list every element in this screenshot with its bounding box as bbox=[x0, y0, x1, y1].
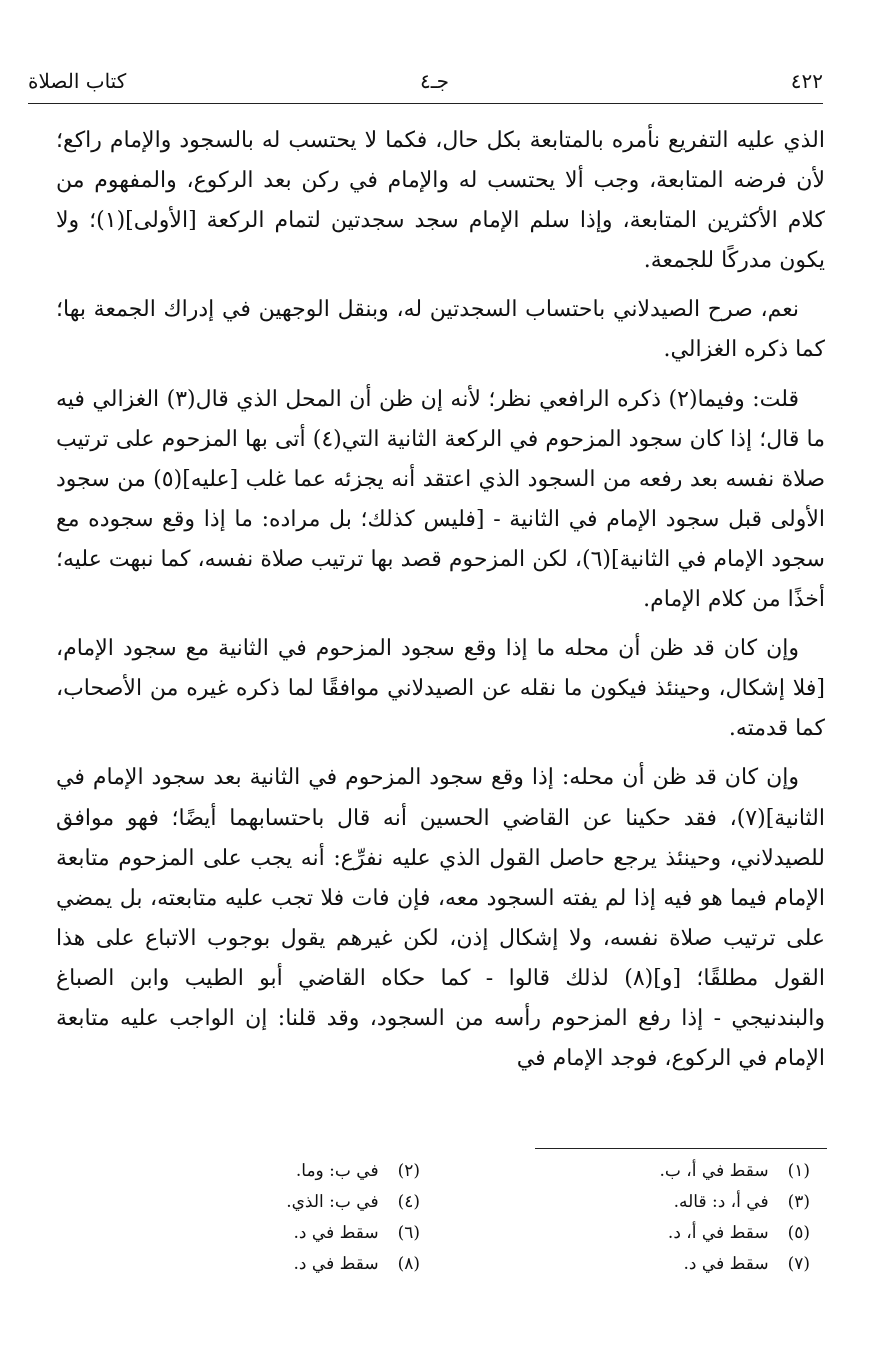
book-title: كتاب الصلاة bbox=[28, 69, 127, 93]
footnote-text: سقط في أ، د. bbox=[667, 1223, 769, 1243]
paragraph: وإن كان قد ظن أن محله: إذا وقع سجود المزحوم في الثانية بعد سجود الإمام في الثانية](٧)، فقد حكينا عن القاضي الحسين أنه قال باحتسابهما أيضًا؛ فهو موافق للصيدلاني، وحينئذ يرجع حاصل القول الذي عليه نفرِّع: أنه يجب على المزحوم متابعة الإمام فيما هو فيه إذا لم يفته السجود معه، فإن فات فلا تجب عليه متابعته، بل يمضي على ترتيب صلاة نفسه، ولا إشكال إذن، لكن غيرهم يقول بوجوب الاتباع على هذا القول مطلقًا؛ [و](٨) لذلك قالوا - كما حكاه القاضي أبو الطيب وابن الصباغ والبندنيجي - إذا رفع المزحوم رأسه من السجود، وقد قلنا: إن الواجب عليه متابعة الإمام في الركوع، فوجد الإمام في bbox=[56, 765, 826, 1072]
paragraph: نعم، صرح الصيدلاني باحتساب السجدتين له، وبنقل الوجهين في إدراك الجمعة بها؛ كما ذكره الغزالي. bbox=[56, 297, 825, 363]
footnote-text: سقط في أ، ب. bbox=[659, 1161, 769, 1181]
footnote-number: (٦) bbox=[397, 1223, 420, 1243]
footnote-text: في ب: وما. bbox=[295, 1161, 379, 1181]
footnote-number: (٧) bbox=[787, 1254, 810, 1274]
footnote-text: في أ، د: قاله. bbox=[673, 1192, 769, 1212]
footnote-number: (٣) bbox=[787, 1192, 810, 1212]
footnote-item bbox=[286, 1187, 420, 1218]
header-divider bbox=[28, 103, 823, 104]
footnote-text: سقط في د. bbox=[683, 1254, 769, 1274]
footnote-item bbox=[659, 1156, 810, 1187]
footnote-item bbox=[294, 1218, 420, 1249]
paragraph: الذي عليه التفريع نأمره بالمتابعة بكل حال، فكما لا يحتسب له بالسجود والإمام راكع؛ لأن فرضه المتابعة، وجب ألا يحتسب له والإمام في ركن بعد الركوع، والمفهوم من كلام الأكثرين المتابعة، وإذا سلم الإمام سجد سجدتين لتمام الركعة [الأولى](١)؛ ولا يكون مدركًا للجمعة. bbox=[56, 128, 825, 274]
footnote-text: سقط في د. bbox=[293, 1254, 379, 1274]
footnote-number: (٥) bbox=[787, 1223, 810, 1243]
footnote-divider bbox=[535, 1148, 827, 1149]
footnote-text: سقط في د. bbox=[293, 1223, 379, 1243]
paragraph: قلت: وفيما(٢) ذكره الرافعي نظر؛ لأنه إن ظن أن المحل الذي قال(٣) الغزالي فيه ما قال؛ إذا كان سجود المزحوم في الركعة الثانية التي(٤) أتى بها المزحوم على ترتيب صلاة نفسه بعد رفعه من السجود الذي اعتقد أنه يجزئه عما غلب [عليه](٥) من سجود الأولى قبل سجود الإمام في الثانية - [فليس كذلك؛ بل مراده: ما إذا وقع سجوده مع سجود الإمام في الثانية](٦)، لكن المزحوم قصد بها ترتيب صلاة نفسه، كما نبهت عليه؛ أخذًا من كلام الإمام. bbox=[56, 386, 825, 613]
page-number: ٤٢٢ bbox=[790, 69, 823, 93]
footnote-text: في ب: الذي. bbox=[286, 1192, 379, 1212]
footnote-item bbox=[674, 1187, 810, 1218]
footnote-number: (٨) bbox=[397, 1254, 420, 1274]
footnote-number: (٤) bbox=[397, 1192, 420, 1212]
running-header bbox=[28, 66, 823, 100]
footnote-number: (٢) bbox=[397, 1161, 420, 1181]
footnote-number: (١) bbox=[787, 1161, 810, 1181]
footnote-item bbox=[294, 1249, 420, 1280]
paragraph: وإن كان قد ظن أن محله ما إذا وقع سجود المزحوم في الثانية مع سجود الإمام، [فلا إشكال، وحينئذ فيكون ما نقله عن الصيدلاني موافقًا لما ذكره غيره من الأصحاب، كما قدمته. bbox=[56, 636, 825, 742]
footnotes bbox=[60, 1156, 825, 1296]
footnote-item bbox=[296, 1156, 420, 1187]
volume-number: جـ٤ bbox=[420, 69, 449, 93]
footnote-item bbox=[668, 1218, 810, 1249]
footnote-item bbox=[684, 1249, 810, 1280]
main-text bbox=[56, 121, 825, 1088]
